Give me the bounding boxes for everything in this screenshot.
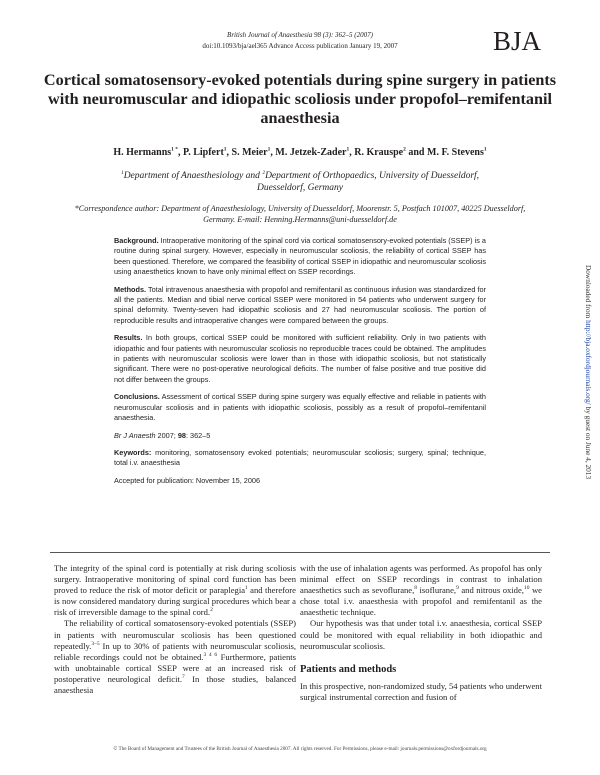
author-list: H. Hermanns$^{1 *}$, P. Lipfert$^1$, S. Meier$^1$, M. Jetzek-Zader$^1$, R. Krauspe$^2$ and M. F. Stevens$^1$ [113, 146, 487, 158]
abstract-results: Results. In both groups, cortical SSEP could be monitored with sufficient reliability. Only in two patients with idiopathic and four patients with neuromuscular scoliosis no reproducible traces could be obtained. The amplitudes in patients with neuromuscular scoliosis were lower than in those with idiopathic scoliosis, but not statistically significant. There were no post-operative neurological deficits. The number of false positive and true positive did not differ between the groups. [114, 333, 486, 384]
body-paragraph: with the use of inhalation agents was performed. As propofol has only minimal effect on SSEP recordings in contrast to inhalation anaesthetics such as sevoflurane,$^8$ isoflurane,$^9$ and nitrous oxide,$^{10}$ we chose total i.v. anaesthesia with propofol and remifentanil as the anaesthetic technique. [300, 563, 542, 618]
abstract-conclusions: Conclusions. Assessment of cortical SSEP during spine surgery was equally effective and reliable in patients with neuromuscular scoliosis and in patients with idiopathic scoliosis, possibly as a result of propofol–remifentanil anaesthesia. [114, 392, 486, 423]
section-divider [50, 552, 550, 553]
affiliations: $^1$Department of Anaesthesiology and $^2$Department of Orthopaedics, University of Duesseldorf, Duesseldorf, Germany [120, 169, 480, 193]
body-paragraph: The integrity of the spinal cord is potentially at risk during scoliosis surgery. Intraoperative monitoring of spinal cord function has been proved to reduce the risk of motor deficit or paraplegia$^1$ and therefore is now considered mandatory during surgical procedures which bear a risk of irreversible damage to the spinal cord.$^2$ [54, 563, 296, 618]
abstract-citation: Br J Anaesth 2007; 98: 362–5 [114, 430, 211, 440]
body-column-left [54, 563, 296, 696]
author: M. Jetzek-Zader [275, 147, 347, 158]
section-heading: Patients and methods [300, 663, 397, 675]
accepted-date: Accepted for publication: November 15, 2006 [114, 475, 261, 485]
journal-logo: BJA [493, 26, 542, 56]
keywords: Keywords: monitoring, somatosensory evoked potentials; neuromuscular scoliosis; surgery, spinal; technique, total i.v. anaesthesia [114, 447, 486, 468]
correspondence-address: *Correspondence author: Department of Anaesthesiology, University of Duesseldorf, Moorenstr. 5, Postfach 101007, 40225 Duesseldorf, Germany. E-mail: Henning.Hermanns@uni-duesseldorf.de [74, 204, 526, 224]
author: M. F. Stevens [427, 147, 484, 158]
body-paragraph: The reliability of cortical somatosensory-evoked potentials (SSEP) in patients with neuromuscular scoliosis has been questioned repeatedly.$^{3-5}$ In up to 30% of patients with neuromuscular scoliosis, reliable recordings could not be obtained.$^{3 4 6}$ Furthermore, patients with unobtainable cortical SSEP were at an increased risk of postoperative neurological deficit.$^7$ In those studies, balanced anaesthesia [54, 618, 296, 696]
abstract-methods: Methods. Total intravenous anaesthesia with propofol and remifentanil as continuous infusion was standardized for all the patients. Median and tibial nerve cortical SSEP were monitored in 54 patients who underwent surgery for spinal deformity. Twenty-seven had idiopathic scoliosis and 27 had neuromuscular scoliosis. The portion of reproducible results and intraoperative changes were compared between the groups. [114, 284, 486, 325]
journal-citation-line: British Journal of Anaesthesia 98 (3): 362–5 (2007) [227, 31, 373, 39]
author: H. Hermanns [113, 147, 172, 158]
abstract [114, 236, 486, 493]
doi-line: doi:10.1093/bja/ael365 Advance Access publication January 19, 2007 [202, 42, 398, 50]
download-link[interactable]: http://bja.oxfordjournals.org/ [584, 320, 593, 405]
download-watermark: Downloaded from http://bja.oxfordjournals.org/ by guest on June 4, 2013 [584, 265, 593, 480]
author: R. Krauspe [354, 147, 404, 158]
author: S. Meier [231, 147, 268, 158]
abstract-background: Background. Intraoperative monitoring of the spinal cord via cortical somatosensory-evoked potentials (SSEP) is a routine during spinal surgery. However, especially in neuromuscular scoliosis, the reliability of cortical SSEP has been questioned. Therefore, we compared the feasibility of cortical SSEP in idiopathic and neuromuscular scoliosis using anaesthetics known to have only minimal effect on SSEP recordings. [114, 236, 486, 277]
article-title: Cortical somatosensory-evoked potentials during spine surgery in patients with neuromuscular and idiopathic scoliosis under propofol–remifentanil anaesthesia [43, 71, 557, 127]
body-column-right [300, 563, 542, 703]
author: P. Lipfert [183, 147, 224, 158]
copyright-footer: © The Board of Management and Trustees of the British Journal of Anaesthesia 2007. All rights reserved. For Permissions, please e-mail: journals.permissions@oxfordjournals.org [113, 746, 487, 752]
body-paragraph: Our hypothesis was that under total i.v. anaesthesia, cortical SSEP could be monitored with equal reliability in both idiopathic and neuromuscular scoliosis. [300, 618, 542, 651]
body-paragraph: In this prospective, non-randomized study, 54 patients who underwent surgical instrumental correction and fusion of [300, 680, 542, 702]
